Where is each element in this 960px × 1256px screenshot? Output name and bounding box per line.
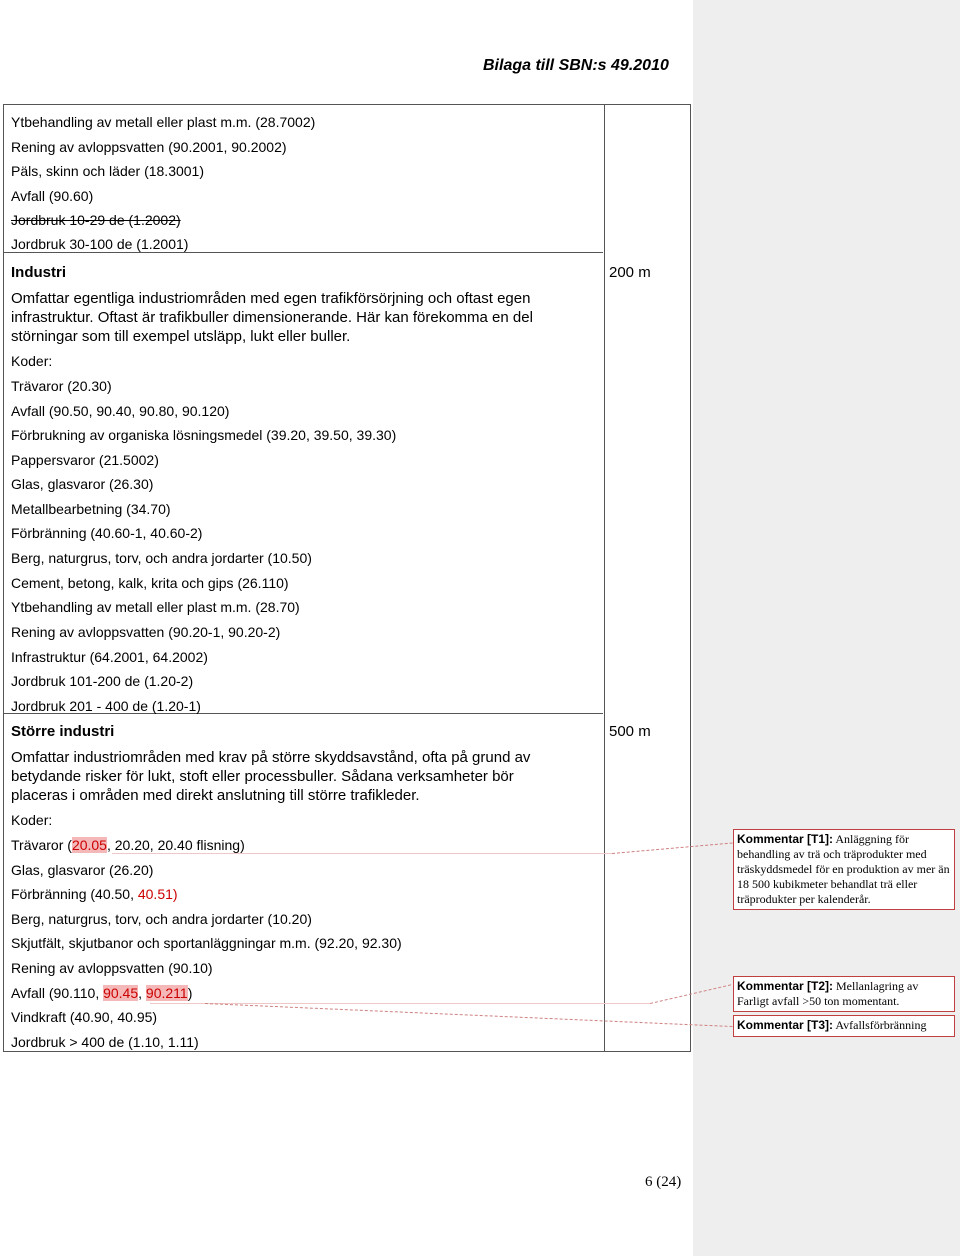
code-line: Förbränning (40.60-1, 40.60-2) <box>11 525 203 541</box>
code-line: Glas, glasvaror (26.30) <box>11 476 154 492</box>
page-number: 6 (24) <box>645 1174 682 1190</box>
description-line: Omfattar egentliga industriområden med egen trafikförsörjning och oftast egen <box>11 290 531 307</box>
code-line-travaror <box>11 837 245 854</box>
codes-label: Koder: <box>11 353 53 369</box>
code-line: Infrastruktur (64.2001, 64.2002) <box>11 649 208 665</box>
distance-industri: 200 m <box>609 264 651 281</box>
codes-label: Koder: <box>11 812 53 828</box>
code-line: Skjutfält, skjutbanor och sportanläggningar m.m. (92.20, 92.30) <box>11 935 402 951</box>
comment-text: Avfallsförbränning <box>835 1018 927 1032</box>
code-line-forbranning <box>11 886 178 903</box>
code-line: Rening av avloppsvatten (90.20-1, 90.20-2) <box>11 624 281 640</box>
code-line: Berg, naturgrus, torv, och andra jordarter (10.50) <box>11 550 312 566</box>
comment-text: Mellanlagring av Farligt avfall >50 ton momentant. <box>737 979 919 1008</box>
distance-storre-industri: 500 m <box>609 723 651 740</box>
code-line: Jordbruk 201 - 400 de (1.20-1) <box>11 698 201 714</box>
comment-anchor-t1[interactable]: 20.05 <box>71 837 107 853</box>
code-line: Jordbruk 30-100 de (1.2001) <box>11 236 189 252</box>
comment-margin-pane <box>693 0 960 1256</box>
code-text: Trävaror ( <box>11 837 72 853</box>
description-line: betydande risker för lukt, stoft eller processbuller. Sådana verksamheter bör <box>11 768 514 785</box>
code-line: Vindkraft (40.90, 40.95) <box>11 1009 158 1025</box>
code-line: Pappersvaror (21.5002) <box>11 452 159 468</box>
code-text: ) <box>187 985 193 1001</box>
description-line: placeras i områden med direkt anslutning till större trafikleder. <box>11 787 420 804</box>
code-line: Avfall (90.50, 90.40, 90.80, 90.120) <box>11 403 230 419</box>
code-line-struck: Jordbruk 10-29 de (1.2002) <box>11 212 181 228</box>
zone-table <box>3 104 691 1052</box>
code-line: Jordbruk > 400 de (1.10, 1.11) <box>11 1034 199 1050</box>
comment-anchor-t2[interactable]: 90.45 <box>103 985 139 1001</box>
code-line: Jordbruk 101-200 de (1.20-2) <box>11 673 194 689</box>
code-line: Berg, naturgrus, torv, och andra jordarter (10.20) <box>11 911 312 927</box>
code-line: Ytbehandling av metall eller plast m.m. (28.70) <box>11 599 300 615</box>
code-text: Avfall (90.110, <box>11 985 104 1001</box>
code-line: Metallbearbetning (34.70) <box>11 501 171 517</box>
code-line: Rening av avloppsvatten (90.10) <box>11 960 213 976</box>
column-divider <box>604 105 605 1051</box>
code-line: Cement, betong, kalk, krita och gips (26.110) <box>11 575 289 591</box>
code-text: Förbränning (40.50, <box>11 886 138 902</box>
code-line: Trävaror (20.30) <box>11 378 112 394</box>
code-line: Päls, skinn och läder (18.3001) <box>11 163 204 179</box>
section-title-storre-industri: Större industri <box>11 723 115 740</box>
code-line: Förbrukning av organiska lösningsmedel (39.20, 39.50, 39.30) <box>11 427 397 443</box>
code-text: , 20.20, 20.40 flisning) <box>106 837 245 853</box>
section-title-industri: Industri <box>11 264 66 281</box>
code-line: Glas, glasvaror (26.20) <box>11 862 154 878</box>
code-line-avfall <box>11 985 192 1002</box>
page-header-title: Bilaga till SBN:s 49.2010 <box>483 57 669 74</box>
comment-text: Anläggning för behandling av trä och träprodukter med träskyddsmedel för en produktion av mer än 18 500 kubikmeter behandlat trä eller träprodukter per kalenderår. <box>737 832 950 906</box>
comment-leader-line <box>112 853 612 854</box>
code-line: Rening av avloppsvatten (90.2001, 90.2002) <box>11 139 287 155</box>
code-text: , <box>138 985 146 1001</box>
comment-title: Kommentar [T1]: <box>737 832 834 846</box>
comment-balloon-t3[interactable] <box>733 1015 955 1037</box>
comment-title: Kommentar [T3]: <box>737 1018 834 1032</box>
code-line: Ytbehandling av metall eller plast m.m. (28.7002) <box>11 114 316 130</box>
description-line: infrastruktur. Oftast är trafikbuller dimensionerande. Här kan förekomma en del <box>11 309 533 326</box>
code-line: Avfall (90.60) <box>11 188 94 204</box>
comment-title: Kommentar [T2]: <box>737 979 834 993</box>
description-line: störningar som till exempel utsläpp, lukt eller buller. <box>11 328 351 345</box>
comment-balloon-t2[interactable] <box>733 976 955 1012</box>
comment-balloon-t1[interactable] <box>733 829 955 910</box>
comment-anchor-t3[interactable]: 90.211 <box>145 985 188 1001</box>
description-line: Omfattar industriområden med krav på större skyddsavstånd, ofta på grund av <box>11 749 531 766</box>
inserted-text: 40.51) <box>137 886 178 902</box>
